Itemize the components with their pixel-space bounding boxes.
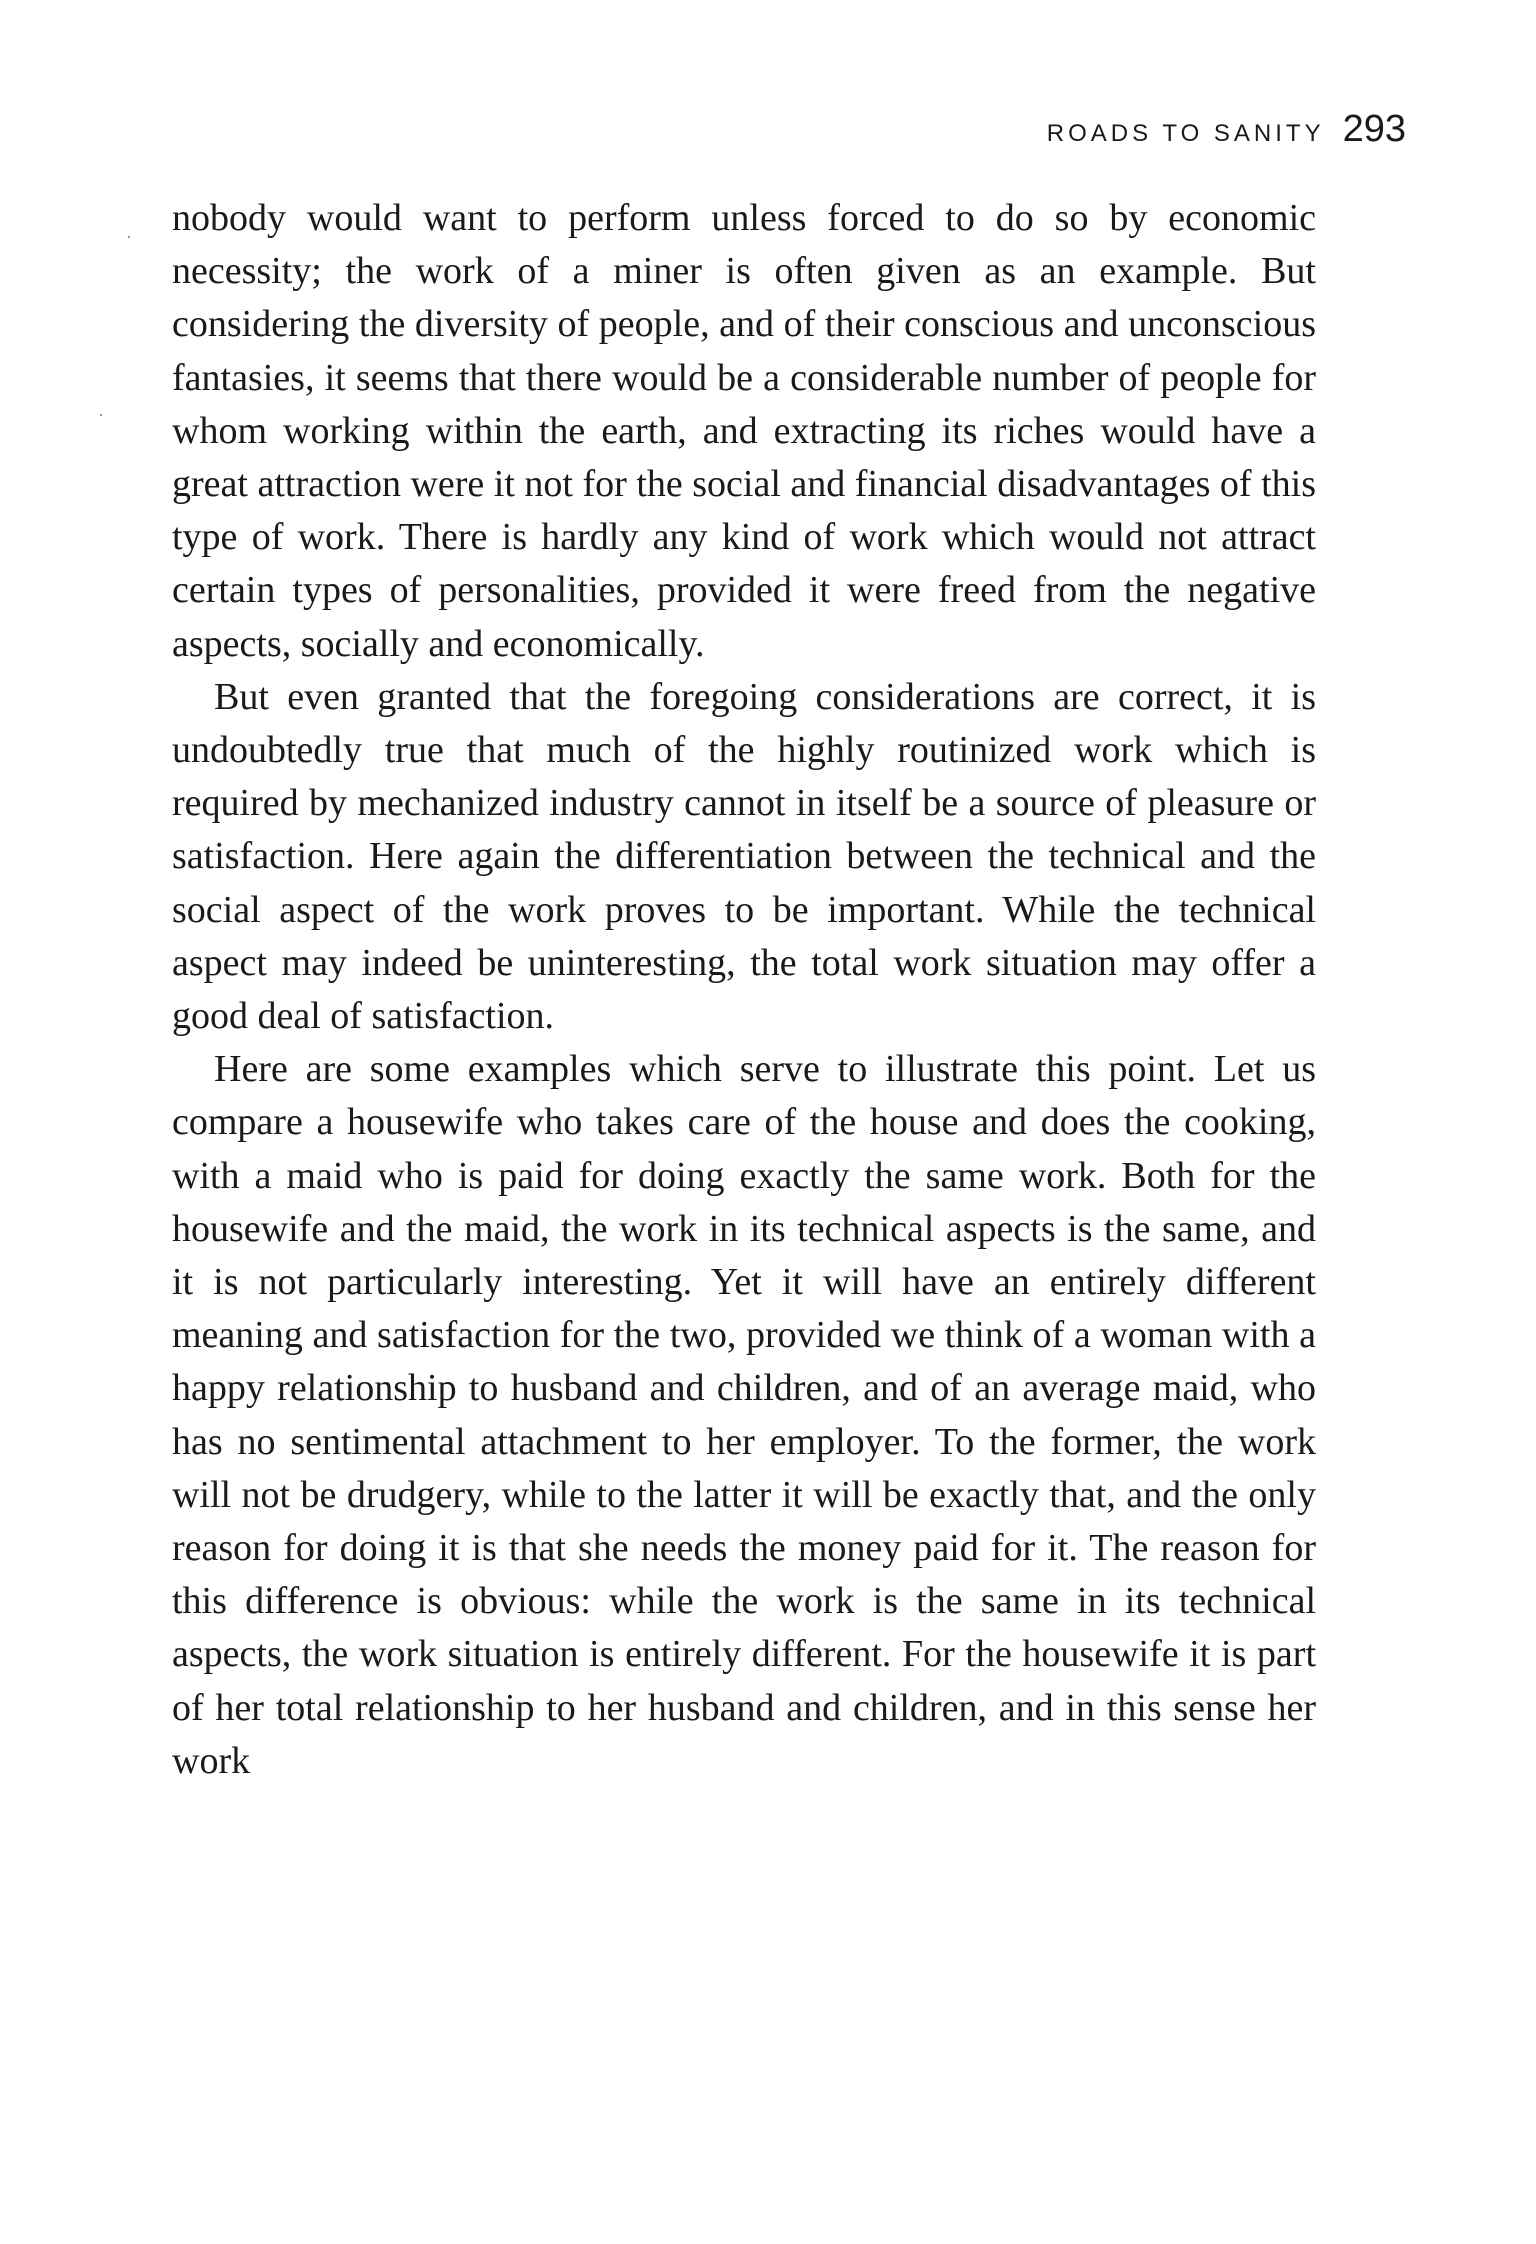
scan-speck: [128, 236, 130, 238]
page-number: 293: [1342, 108, 1406, 150]
paragraph: Here are some examples which serve to illustrate this point. Let us compare a housewife who takes care of the house and does the cooking, with a maid who is paid for doing exactly the same work. Both for the housewife and the maid, the work in its technical aspects is the same, and it is not particularly interesting. Yet it will have an entirely different meaning and satisfaction for the two, provided we think of a woman with a happy relationship to husband and children, and of an average maid, who has no sentimental attachment to her employer. To the former, the work will not be drudgery, while to the latter it will be exactly that, and the only reason for doing it is that she needs the money paid for it. The reason for this difference is obvious: while the work is the same in its technical aspects, the work situation is entirely different. For the housewife it is part of her total relationship to her husband and children, and in this sense her work: [172, 1048, 1316, 1782]
running-head: [1047, 108, 1406, 151]
paragraph: But even granted that the foregoing considerations are correct, it is undoubtedly true that much of the highly routinized work which is required by mechanized industry cannot in itself be a source of pleasure or satisfaction. Here again the differentiation between the technical and the social aspect of the work proves to be important. While the technical aspect may indeed be uninteresting, the total work situation may offer a good deal of satisfaction.: [172, 675, 1316, 1038]
paragraph-continued: nobody would want to perform unless forced to do so by economic necessity; the work of a miner is often given as an example. But considering the diversity of people, and of their conscious and unconscious fantasies, it seems that there would be a considerable number of people for whom working within the earth, and extracting its riches would have a great attraction were it not for the social and financial disadvantages of this type of work. There is hardly any kind of work which would not attract certain types of personalities, provided it were freed from the negative aspects, socially and economically.: [172, 197, 1316, 665]
scan-speck: [100, 414, 102, 416]
running-title: ROADS TO SANITY: [1046, 120, 1325, 147]
body-text: [172, 192, 1316, 1788]
